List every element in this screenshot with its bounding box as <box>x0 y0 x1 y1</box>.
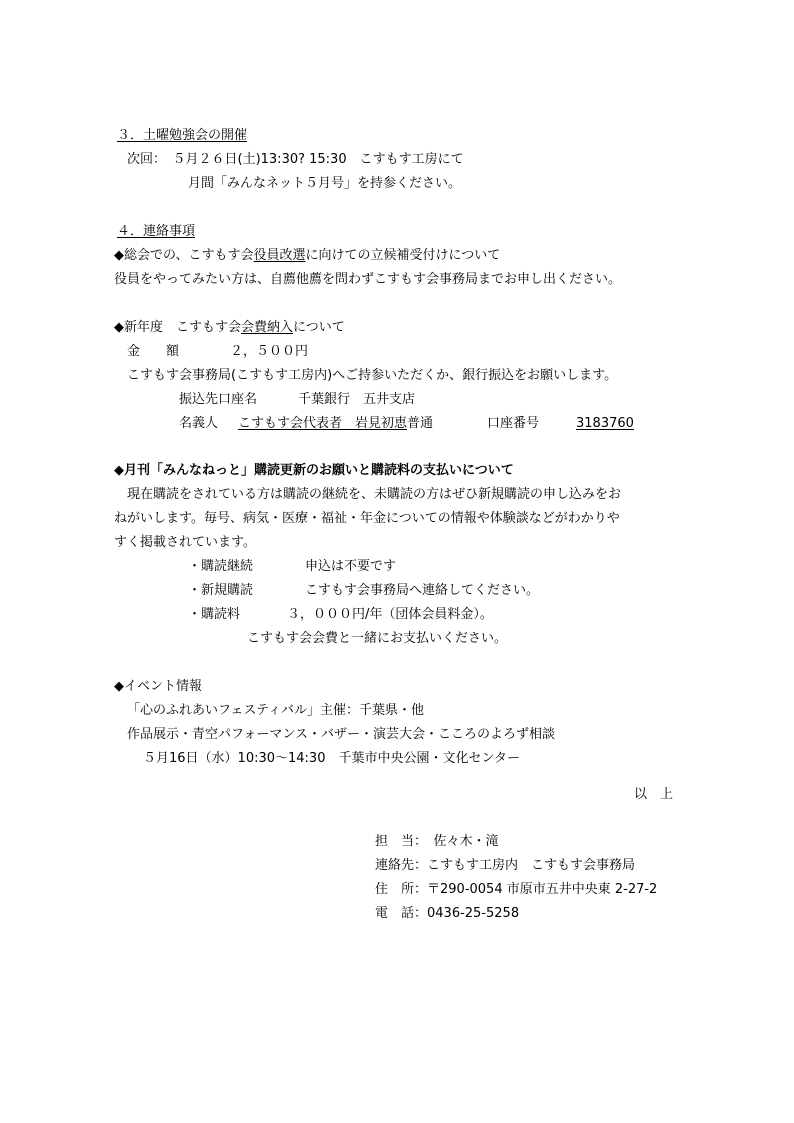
magazine-paragraph-line-1: 現在購読をされている方は購読の継続を、未購読の方はぜひ新規購読の申し込みをお <box>127 487 622 502</box>
subscription-fee-note: こすもす会会費と一緒にお支払いください。 <box>247 631 508 646</box>
contact-address: 住 所：〒290-0054 市原市五井中央東 2-27-2 <box>375 882 658 897</box>
study-next-date: 次回： ５月２６日(土)13:30? 15:30 こすもす工房にて <box>127 152 464 167</box>
officers-heading-a: ◆総会での、こすもす会 <box>114 248 254 263</box>
contact-phone: 電 話：0436-25-5258 <box>375 906 520 921</box>
fee-heading-a: ◆新年度 こすもす会 <box>114 320 241 335</box>
officers-body: 役員をやってみたい方は、自薦他薦を問わずこすもす会事務局までお申し出ください。 <box>114 272 622 287</box>
bank-label: 振込先口座名 <box>179 392 258 407</box>
magazine-paragraph-line-3: すく掲載されています。 <box>114 535 256 550</box>
officers-heading-underlined: 役員改選 <box>253 248 306 263</box>
fee-heading-c: について <box>293 320 345 335</box>
fee-payment-method: こすもす会事務局(こすもす工房内)へご持参いただくか、銀行振込をお願いします。 <box>127 368 618 383</box>
fee-heading-underlined: 会費納入 <box>241 320 294 335</box>
fee-amount-label: 金 額 <box>127 344 180 359</box>
section-4-heading: ４．連絡事項 <box>117 224 196 239</box>
closing-text: 以 上 <box>634 787 674 802</box>
new-subscription-label: ・新規購読 <box>188 583 254 598</box>
event-line-3: ５月16日（水）10:30～14:30 千葉市中央公園・文化センター <box>143 751 520 766</box>
magazine-paragraph-line-2: ねがいします。毎号、病気・医療・福祉・年金についての情報や体験談などがわかりや <box>114 511 620 526</box>
event-heading: ◆イベント情報 <box>114 679 202 694</box>
officers-heading <box>114 248 500 264</box>
account-number: 3183760 <box>576 416 634 431</box>
subscription-fee-value: ３，０００円/年（団体会員料金）。 <box>287 607 493 622</box>
renewal-value: 申込は不要です <box>305 559 397 574</box>
subscription-fee-label: ・購読料 <box>188 607 241 622</box>
account-holder-label: 名義人 <box>179 416 219 431</box>
contact-office: 連絡先：こすもす工房内 こすもす会事務局 <box>375 858 636 873</box>
bank-value: 千葉銀行 五井支店 <box>298 392 416 407</box>
account-number-label: 口座番号 <box>487 416 540 431</box>
account-holder-name: こすもす会代表者 岩見初恵 <box>238 416 408 431</box>
event-line-1: 「心のふれあいフェスティバル」主催：千葉県・他 <box>127 703 425 718</box>
event-line-2: 作品展示・青空パフォーマンス・バザー・演芸大会・こころのよろず相談 <box>127 727 555 742</box>
fee-heading <box>114 320 345 336</box>
account-type: 普通 <box>407 416 434 431</box>
renewal-label: ・購読継続 <box>188 559 254 574</box>
new-subscription-value: こすもす会事務局へ連絡してください。 <box>305 583 540 598</box>
account-holder <box>238 416 433 432</box>
study-bring-note: 月間「みんなネット５月号」を持参ください。 <box>188 176 462 191</box>
contact-person: 担 当： 佐々木・滝 <box>375 834 499 849</box>
magazine-heading: ◆月刊「みんなねっと」購読更新のお願いと購読料の支払いについて <box>114 463 514 478</box>
fee-amount-value: ２，５００円 <box>230 344 309 359</box>
section-3-heading: ３．土曜勉強会の開催 <box>117 128 248 143</box>
officers-heading-c: に向けての立候補受付けについて <box>305 248 501 263</box>
